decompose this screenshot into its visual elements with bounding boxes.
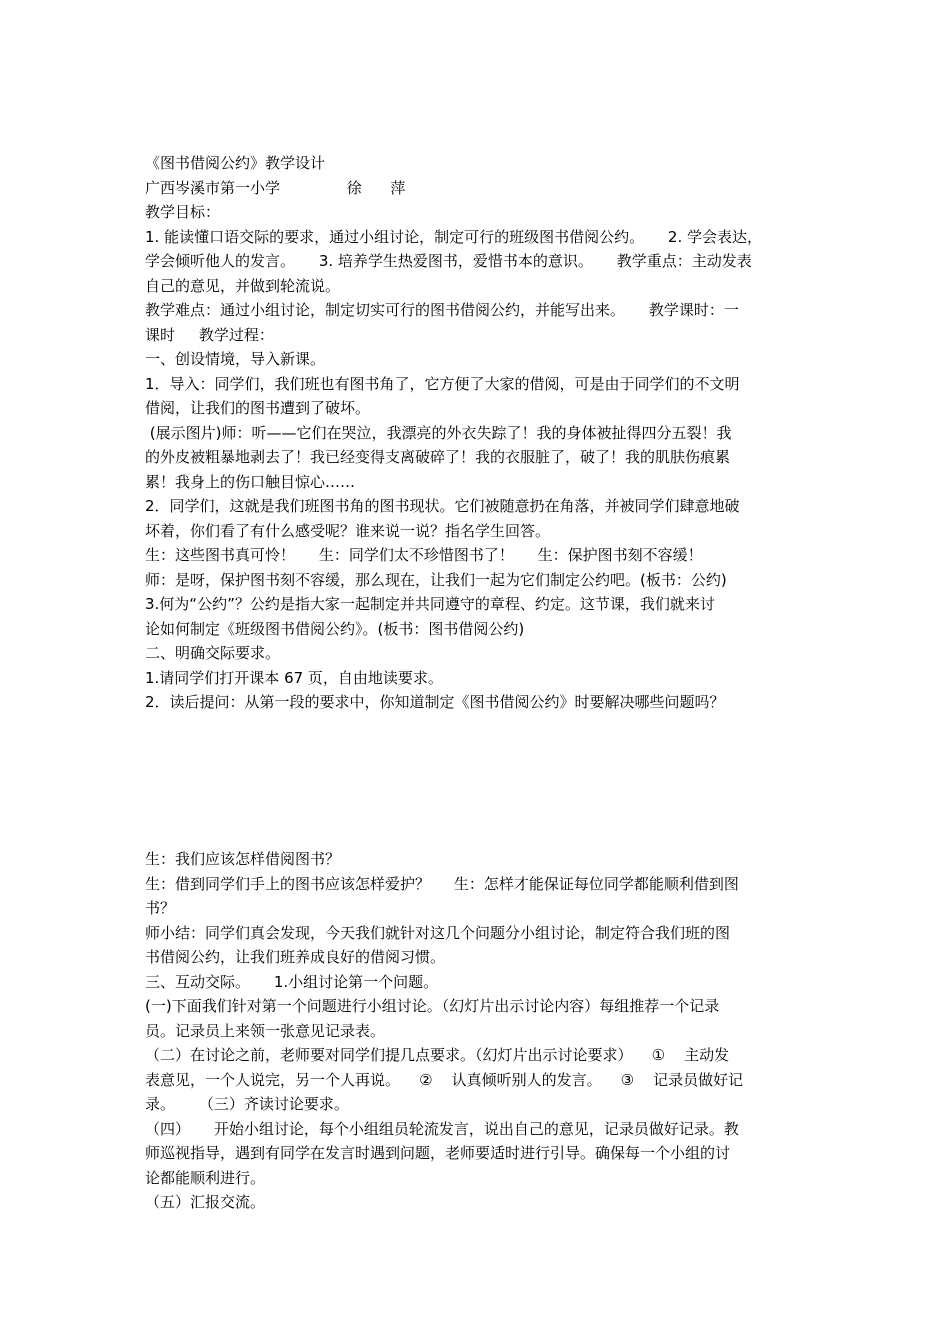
text-line: 录。 （三）齐读讨论要求。 <box>145 1095 349 1113</box>
text-line: 坏着，你们看了有什么感受呢？谁来说一说？指名学生回答。 <box>145 521 551 540</box>
text-line: 教学目标： <box>145 203 221 221</box>
text-line: 论如何制定《班级图书借阅公约》。(板书：图书借阅公约) <box>145 619 525 638</box>
text-block-lower <box>145 847 813 1215</box>
text-line: 生：这些图书真可怜！ 生：同学们太不珍惜图书了！ 生：保护图书刻不容缓！ <box>145 546 703 564</box>
text-line: 2．读后提问：从第一段的要求中，你知道制定《图书借阅公约》时要解决哪些问题吗？ <box>145 693 725 711</box>
text-line: (展示图片)师：听——它们在哭泣，我漂亮的外衣失踪了！我的身体被扯得四分五裂！我 <box>145 423 732 442</box>
text-line: 学会倾听他人的发言。 3. 培养学生热爱图书，爱惜书本的意识。 教学重点：主动发表 <box>145 252 752 270</box>
text-line: 1. 能读懂口语交际的要求，通过小组讨论，制定可行的班级图书借阅公约。 2. 学会表达， <box>145 227 763 246</box>
text-line: 表意见，一个人说完，另一个人再说。 ② 认真倾听别人的发言。 ③ 记录员做好记 <box>145 1070 744 1089</box>
text-line: 书？ <box>145 899 176 917</box>
text-line: 2．同学们，这就是我们班图书角的图书现状。它们被随意扔在角落，并被同学们肆意地破 <box>145 497 740 515</box>
text-line: 员。记录员上来领一张意见记录表。 <box>145 1021 386 1040</box>
text-line: 三、互动交际。 1.小组讨论第一个问题。 <box>145 972 439 991</box>
text-line: 教学难点：通过小组讨论，制定切实可行的图书借阅公约，并能写出来。 教学课时：一 <box>145 301 739 319</box>
text-line: 累！我身上的伤口触目惊心…… <box>145 472 356 491</box>
text-line: (一)下面我们针对第一个问题进行小组讨论。（幻灯片出示讨论内容）每组推荐一个记录 <box>145 997 720 1015</box>
text-line: 3.何为“公约”？公约是指大家一起制定并共同遵守的章程、约定。这节课，我们就来讨 <box>145 595 715 613</box>
upper-paragraphs <box>145 200 813 715</box>
text-line: （四） 开始小组讨论，每个小组组员轮流发言，说出自己的意见，记录员做好记录。教 <box>145 1119 739 1138</box>
text-block-upper <box>145 151 813 715</box>
text-line: 师小结：同学们真会发现，今天我们就针对这几个问题分小组讨论，制定符合我们班的图 <box>145 923 731 942</box>
text-line: 借阅，让我们的图书遭到了破坏。 <box>145 399 371 417</box>
text-line: 的外皮被粗暴地剥去了！我已经变得支离破碎了！我的衣服脏了，破了！我的肌肤伤痕累 <box>145 448 731 466</box>
text-line: 1.请同学们打开课本 67 页，自由地读要求。 <box>145 668 443 687</box>
text-line: 1．导入：同学们，我们班也有图书角了，它方便了大家的借阅，可是由于同学们的不文明 <box>145 374 740 393</box>
author-line: 广西岑溪市第一小学 徐 萍 <box>145 178 406 197</box>
text-line: 一、创设情境，导入新课。 <box>145 350 326 368</box>
lower-paragraphs <box>145 847 813 1215</box>
text-line: 二、明确交际要求。 <box>145 644 281 662</box>
text-line: 师：是呀，保护图书刻不容缓，那么现在，让我们一起为它们制定公约吧。(板书：公约) <box>145 570 727 589</box>
text-line: 自己的意见，并做到轮流说。 <box>145 276 341 295</box>
text-line: （五）汇报交流。 <box>145 1193 266 1211</box>
text-line: 生：我们应该怎样借阅图书？ <box>145 850 341 868</box>
text-line: 课时 教学过程： <box>145 325 274 344</box>
text-line: 书借阅公约，让我们班养成良好的借阅习惯。 <box>145 948 446 966</box>
text-line: 论都能顺利进行。 <box>145 1168 266 1187</box>
text-line: （二）在讨论之前，老师要对同学们提几点要求。（幻灯片出示讨论要求） ① 主动发 <box>145 1046 730 1064</box>
text-line: 生：借到同学们手上的图书应该怎样爱护？ 生：怎样才能保证每位同学都能顺利借到图 <box>145 874 739 893</box>
document-title: 《图书借阅公约》教学设计 <box>145 154 326 172</box>
text-line: 师巡视指导，遇到有同学在发言时遇到问题，老师要适时进行引导。确保每一个小组的讨 <box>145 1144 731 1162</box>
